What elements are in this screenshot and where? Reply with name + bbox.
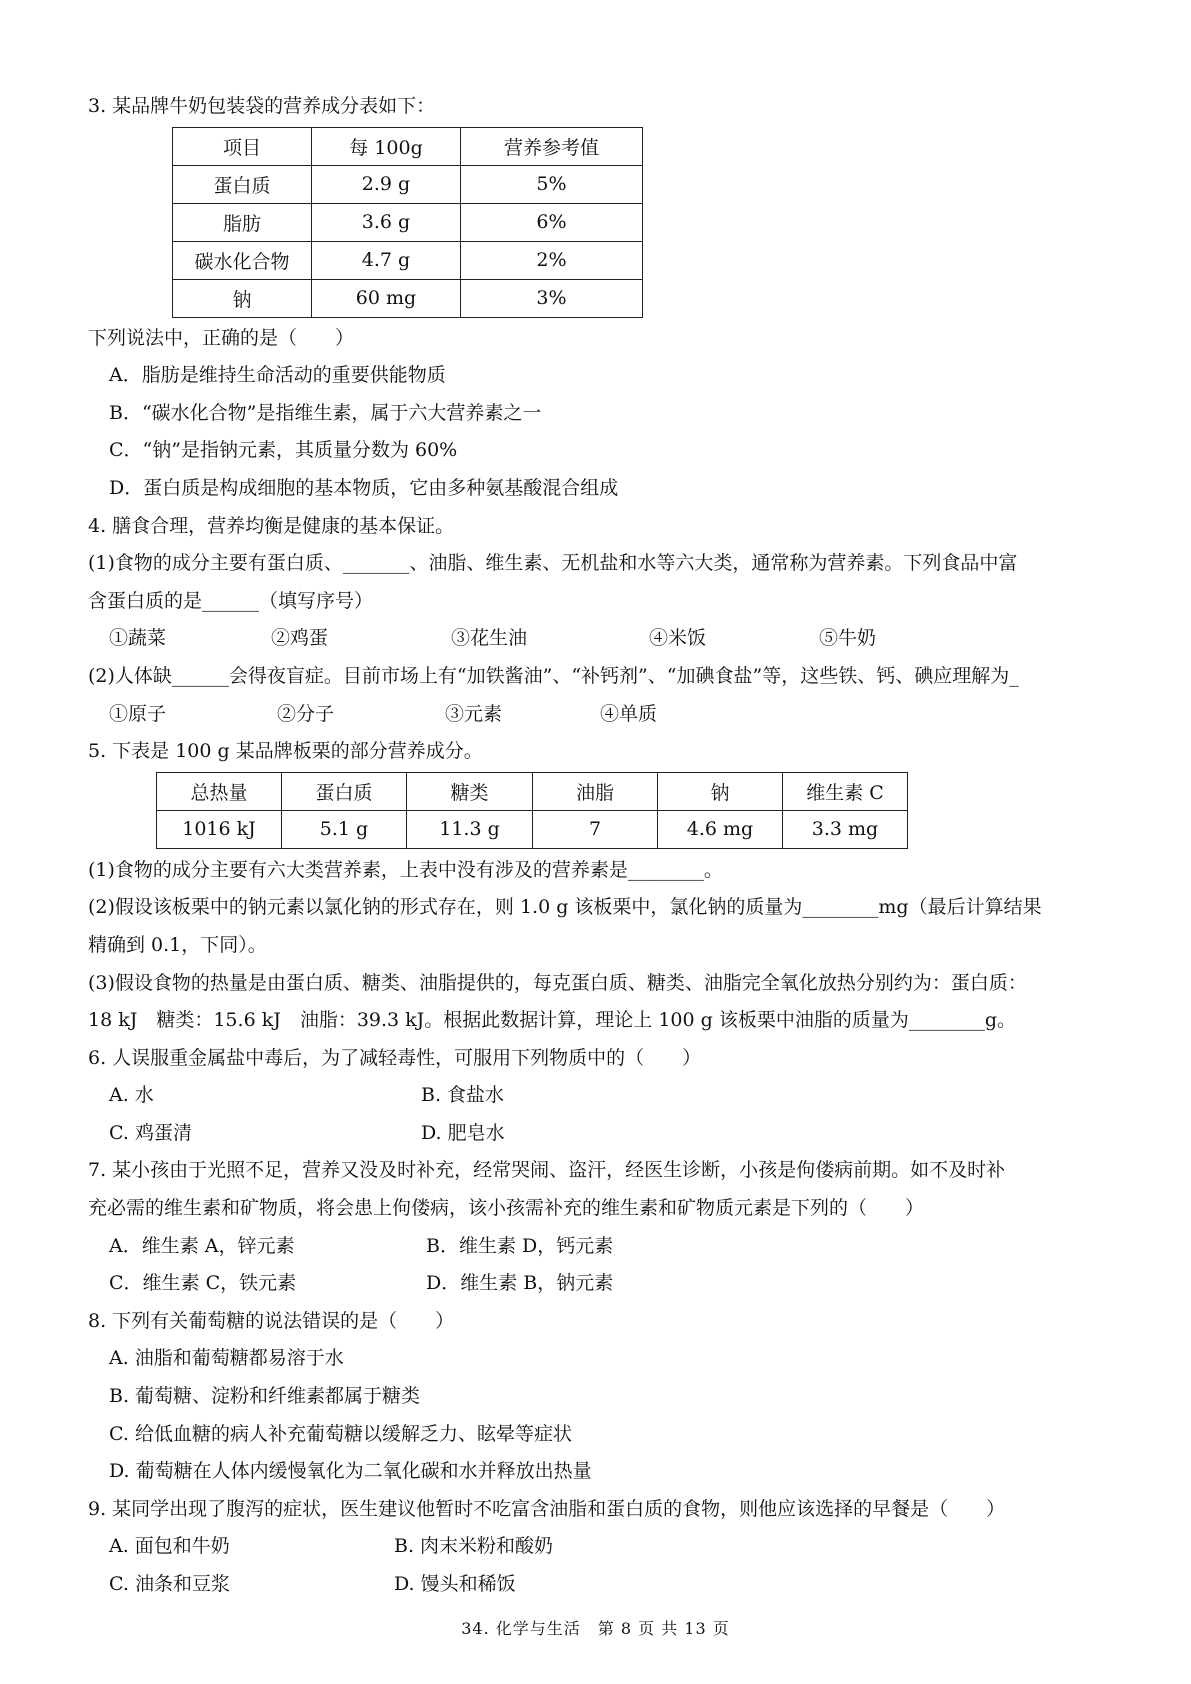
q4-part2: (2)人体缺______会得夜盲症。目前市场上有“加铁酱油”、“补钙剂”、“加碘食盐”等，这些铁、钙、碘应理解为_	[88, 664, 1019, 687]
table-cell: 脂肪	[173, 203, 312, 241]
q3-stem: 下列说法中，正确的是（ ）	[88, 326, 355, 349]
q3-option-a: A．脂肪是维持生命活动的重要供能物质	[109, 364, 446, 387]
q3-title: 3. 某品牌牛奶包装袋的营养成分表如下：	[88, 95, 436, 117]
table-row	[173, 241, 643, 279]
table-cell: 4.6 mg	[658, 810, 783, 848]
table-row	[173, 203, 643, 241]
table-cell: 2.9 g	[312, 165, 461, 203]
table-header-cell: 总热量	[157, 772, 282, 810]
table-header-row	[173, 127, 643, 165]
q7-options-row1	[88, 1228, 1118, 1266]
choice-option: ④单质	[600, 702, 658, 725]
table-cell: 钠	[173, 279, 312, 317]
q9-option-d: D. 馒头和稀饭	[394, 1573, 516, 1595]
q6-option-c: C. 鸡蛋清	[109, 1121, 192, 1144]
table-cell: 3%	[461, 279, 643, 317]
q9-title: 9. 某同学出现了腹泻的症状，医生建议他暂时不吃富含油脂和蛋白质的食物，则他应该选择的早餐是（ ）	[88, 1497, 1006, 1520]
q4-food-options	[88, 620, 1118, 658]
q9-option-c: C. 油条和豆浆	[109, 1573, 230, 1595]
q7-options-row2	[88, 1265, 1118, 1303]
q8-option-c: C. 给低血糖的病人补充葡萄糖以缓解乏力、眩晕等症状	[109, 1422, 572, 1445]
table-cell: 2%	[461, 241, 643, 279]
food-option: ④米饭	[649, 627, 707, 650]
q4-part1-line2: 含蛋白质的是______（填写序号）	[88, 589, 374, 612]
q7-line1: 7. 某小孩由于光照不足，营养又没及时补充，经常哭闹、盗汗，经医生诊断，小孩是佝偻病前期。如不及时补	[88, 1159, 1006, 1182]
table-header-cell: 项目	[173, 127, 312, 165]
q7-line2: 充必需的维生素和矿物质，将会患上佝偻病，该小孩需补充的维生素和矿物质元素是下列的（ ）	[88, 1197, 925, 1220]
q4-part1-line1: (1)食物的成分主要有蛋白质、_______、油脂、维生素、无机盐和水等六大类，通常称为营养素。下列食品中富	[88, 552, 1018, 575]
q5-part2-line2: 精确到 0.1，下同）。	[88, 933, 267, 956]
q3-option-c: C．“钠”是指钠元素，其质量分数为 60%	[109, 439, 458, 462]
q7-option-a: A．维生素 A，锌元素	[109, 1234, 295, 1257]
choice-option: ③元素	[445, 702, 503, 725]
table-header-cell: 维生素 C	[783, 772, 908, 810]
q5-title: 5. 下表是 100 g 某品牌板栗的部分营养成分。	[88, 740, 483, 763]
table-header-cell: 油脂	[533, 772, 658, 810]
chestnut-nutrition-table	[156, 772, 908, 849]
food-option: ②鸡蛋	[271, 627, 329, 650]
q6-option-d: D. 肥皂水	[421, 1121, 505, 1144]
table-header-cell: 每 100g	[312, 127, 461, 165]
page-footer: 34. 化学与生活 第 8 页 共 13 页	[461, 1619, 730, 1638]
q4-choice-options	[88, 696, 1118, 734]
q9-options-row2	[88, 1566, 1118, 1604]
q4-title: 4. 膳食合理，营养均衡是健康的基本保证。	[88, 514, 455, 537]
table-cell: 3.6 g	[312, 203, 461, 241]
choice-option: ①原子	[109, 702, 167, 725]
table-cell: 4.7 g	[312, 241, 461, 279]
q6-option-a: A. 水	[109, 1084, 154, 1107]
food-option: ①蔬菜	[109, 627, 167, 650]
table-cell: 3.3 mg	[783, 810, 908, 848]
milk-nutrition-table	[172, 127, 643, 318]
q6-title: 6. 人误服重金属盐中毒后，为了减轻毒性，可服用下列物质中的（ ）	[88, 1046, 702, 1069]
table-cell: 蛋白质	[173, 165, 312, 203]
food-option: ⑤牛奶	[819, 627, 877, 650]
table-header-cell: 蛋白质	[282, 772, 407, 810]
q6-option-b: B. 食盐水	[421, 1084, 505, 1107]
q9-options-row1	[88, 1528, 1118, 1566]
food-option: ③花生油	[451, 627, 528, 650]
q7-option-d: D．维生素 B，钠元素	[426, 1272, 614, 1295]
q3-option-d: D．蛋白质是构成细胞的基本物质，它由多种氨基酸混合组成	[109, 476, 619, 499]
q9-option-b: B. 肉末米粉和酸奶	[394, 1535, 554, 1558]
table-row	[173, 165, 643, 203]
q7-option-b: B．维生素 D，钙元素	[426, 1234, 614, 1257]
q6-options-row1	[88, 1077, 1118, 1115]
q8-title: 8. 下列有关葡萄糖的说法错误的是（ ）	[88, 1309, 455, 1332]
q8-option-d: D. 葡萄糖在人体内缓慢氧化为二氧化碳和水并释放出热量	[109, 1460, 592, 1483]
table-row	[157, 810, 908, 848]
q5-part2-line1: (2)假设该板栗中的钠元素以氯化钠的形式存在，则 1.0 g 该板栗中，氯化钠的质量为________mg（最后计算结果	[88, 896, 1042, 919]
table-header-cell: 糖类	[407, 772, 533, 810]
table-header-cell: 钠	[658, 772, 783, 810]
table-cell: 5%	[461, 165, 643, 203]
table-row	[173, 279, 643, 317]
table-header-cell: 营养参考值	[461, 127, 643, 165]
choice-option: ②分子	[277, 702, 335, 725]
table-cell: 7	[533, 810, 658, 848]
table-header-row	[157, 772, 908, 810]
table-cell: 11.3 g	[407, 810, 533, 848]
table-cell: 1016 kJ	[157, 810, 282, 848]
q8-option-a: A. 油脂和葡萄糖都易溶于水	[109, 1347, 344, 1370]
table-cell: 碳水化合物	[173, 241, 312, 279]
table-cell: 6%	[461, 203, 643, 241]
table-cell: 60 mg	[312, 279, 461, 317]
q7-option-c: C．维生素 C，铁元素	[109, 1272, 297, 1295]
q9-option-a: A. 面包和牛奶	[109, 1535, 230, 1558]
q3-option-b: B．“碳水化合物”是指维生素，属于六大营养素之一	[109, 401, 542, 424]
q5-part3-line2: 18 kJ 糖类：15.6 kJ 油脂：39.3 kJ。根据此数据计算，理论上 100 g 该板栗中油脂的质量为________g。	[88, 1009, 1017, 1032]
q5-part1: (1)食物的成分主要有六大类营养素，上表中没有涉及的营养素是________。	[88, 858, 723, 881]
worksheet-page	[88, 88, 1118, 1604]
q6-options-row2	[88, 1115, 1118, 1153]
q5-part3-line1: (3)假设食物的热量是由蛋白质、糖类、油脂提供的，每克蛋白质、糖类、油脂完全氧化放热分别约为：蛋白质：	[88, 971, 1027, 994]
q8-option-b: B. 葡萄糖、淀粉和纤维素都属于糖类	[109, 1385, 421, 1408]
table-cell: 5.1 g	[282, 810, 407, 848]
